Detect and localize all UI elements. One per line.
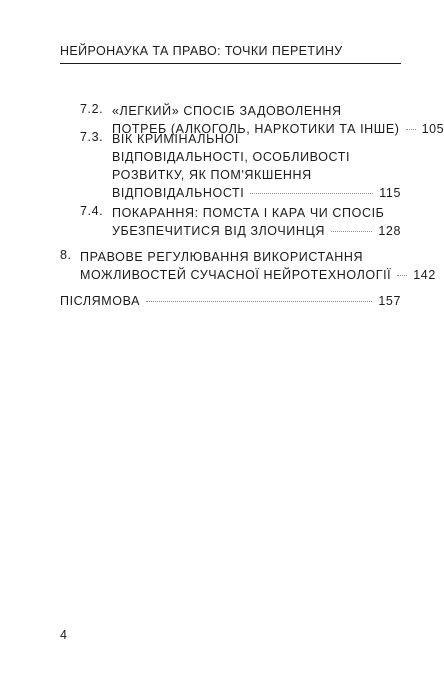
dot-leader	[406, 129, 416, 130]
table-of-contents	[60, 0, 444, 690]
toc-entry-number: 7.4.	[80, 204, 104, 218]
toc-entry-last-line	[112, 184, 401, 202]
toc-page-number: 115	[379, 186, 401, 200]
dot-leader	[331, 231, 372, 232]
toc-entry-line: РОЗВИТКУ, ЯК ПОМ'ЯКШЕННЯ	[112, 168, 312, 182]
toc-entry-line: ПОКАРАННЯ: ПОМСТА І КАРА ЧИ СПОСІБ	[112, 206, 385, 220]
toc-entry-line: ВІДПОВІДАЛЬНОСТІ	[112, 186, 245, 200]
toc-entry-number: 8.	[60, 248, 72, 262]
toc-entry-last-line	[80, 266, 436, 284]
page-number: 4	[60, 628, 67, 642]
toc-entry-line: «ЛЕГКИЙ» СПОСІБ ЗАДОВОЛЕННЯ	[112, 104, 342, 118]
toc-entry-line: ПОТРЕБ (АЛКОГОЛЬ, НАРКОТИКИ ТА ІНШЕ)	[112, 122, 400, 136]
dot-leader	[250, 193, 373, 194]
toc-entry-line: ВІК КРИМІНАЛЬНОЇ	[112, 132, 239, 146]
toc-entry-line: УБЕЗПЕЧИТИСЯ ВІД ЗЛОЧИНЦЯ	[112, 224, 325, 238]
toc-page-number: 105	[421, 122, 444, 136]
toc-entry-line: ПРАВОВЕ РЕГУЛЮВАННЯ ВИКОРИСТАННЯ	[80, 250, 364, 264]
dot-leader	[146, 301, 372, 302]
toc-entry-last-line	[112, 222, 401, 240]
toc-entry-number: 7.2.	[80, 102, 104, 116]
toc-page-number: 128	[378, 224, 401, 238]
toc-entry-number: 7.3.	[80, 130, 104, 144]
dot-leader	[397, 275, 407, 276]
toc-page-number: 157	[378, 294, 401, 308]
toc-entry-last-line	[60, 292, 401, 310]
toc-page-number: 142	[413, 268, 436, 282]
toc-entry-line: ПІСЛЯМОВА	[60, 294, 141, 308]
running-header: НЕЙРОНАУКА ТА ПРАВО: ТОЧКИ ПЕРЕТИНУ	[60, 44, 343, 58]
toc-entry-line: ВІДПОВІДАЛЬНОСТІ, ОСОБЛИВОСТІ	[112, 150, 351, 164]
toc-entry-line: МОЖЛИВОСТЕЙ СУЧАСНОЇ НЕЙРОТЕХНОЛОГІЇ	[80, 268, 392, 282]
